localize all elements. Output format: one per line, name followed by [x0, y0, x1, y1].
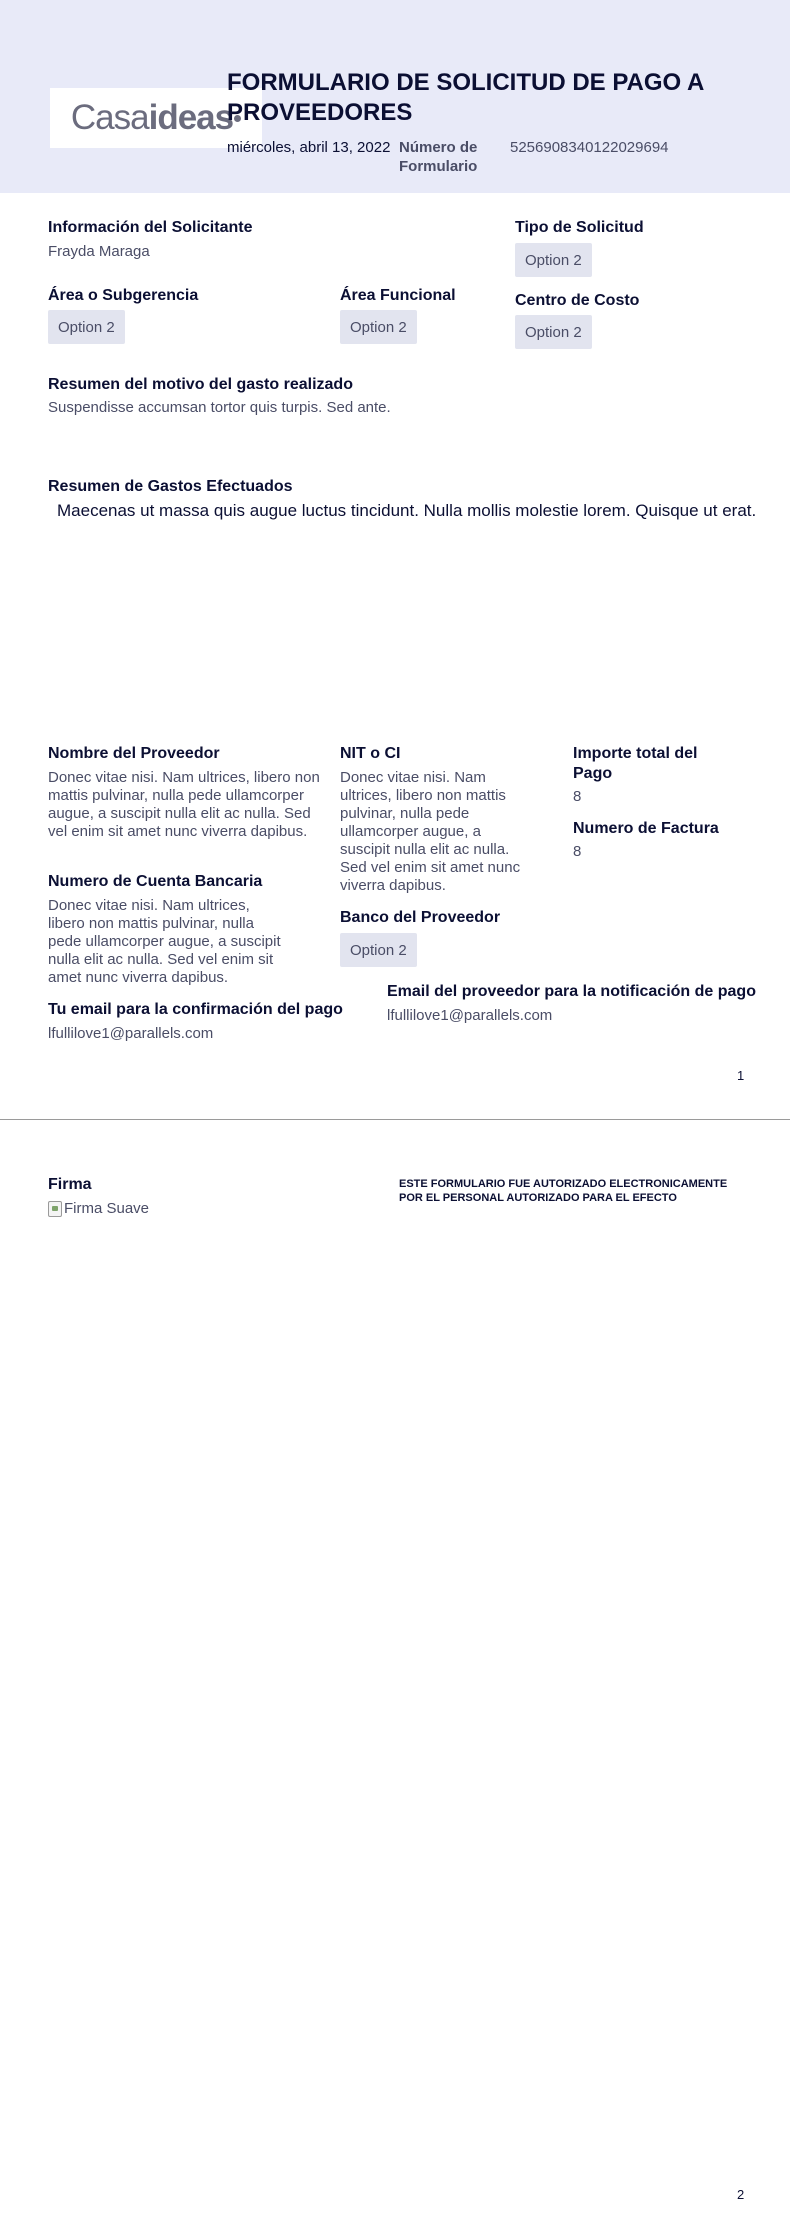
bank-account-value: Donec vitae nisi. Nam ultrices, libero non mattis pulvinar, nulla pede ullamcorper augue, a suscipit nulla elit ac nulla. Sed vel enim sit amet nunc viverra dapibus.	[48, 897, 281, 986]
nit-value: Donec vitae nisi. Nam ultrices, libero non mattis pulvinar, nulla pede ullamcorper augue, a suscipit nulla elit ac nulla. Sed vel enim sit amet nunc viverra dapibus.	[340, 769, 521, 894]
page-number-2: 2	[737, 2187, 745, 2202]
supplier-email-label: Email del proveedor para la notificación de pago	[387, 983, 756, 1000]
applicant-label: Información del Solicitante	[48, 219, 253, 236]
confirmation-email-label: Tu email para la confirmación del pago	[48, 1001, 343, 1018]
logo-text-bold: ideas	[148, 98, 234, 137]
functional-area-select[interactable]: Option 2	[340, 310, 417, 344]
authorization-note: ESTE FORMULARIO FUE AUTORIZADO ELECTRONICAMENTE POR EL PERSONAL AUTORIZADO PARA EL EFECTO	[399, 1178, 728, 1204]
total-amount-label: Importe total del Pago	[573, 745, 698, 782]
invoice-number-value: 8	[573, 843, 582, 860]
nit-label: NIT o CI	[340, 745, 401, 762]
signature-label: Firma	[48, 1176, 92, 1193]
page-divider	[0, 1119, 790, 1120]
request-type-label: Tipo de Solicitud	[515, 219, 644, 236]
expenses-label: Resumen de Gastos Efectuados	[48, 478, 293, 495]
expenses-value: Maecenas ut massa quis augue luctus tincidunt. Nulla mollis molestie lorem. Quisque ut erat.	[57, 501, 757, 520]
signature-image	[48, 1200, 149, 1217]
functional-area-label: Área Funcional	[340, 287, 456, 304]
signature-image-alt: Firma Suave	[64, 1200, 150, 1217]
reason-label: Resumen del motivo del gasto realizado	[48, 376, 353, 393]
form-date: miércoles, abril 13, 2022	[227, 139, 391, 156]
bank-account-label: Numero de Cuenta Bancaria	[48, 873, 263, 890]
cost-center-label: Centro de Costo	[515, 292, 640, 309]
confirmation-email-value: lfullilove1@parallels.com	[48, 1025, 214, 1042]
logo-text-light: Casa	[70, 98, 149, 137]
form-number: 5256908340122029694	[510, 139, 669, 156]
invoice-number-label: Numero de Factura	[573, 820, 719, 837]
request-type-select[interactable]: Option 2	[515, 243, 592, 277]
page-title: FORMULARIO DE SOLICITUD DE PAGO A PROVEEDORES	[227, 69, 704, 126]
supplier-bank-label: Banco del Proveedor	[340, 909, 501, 926]
area-label: Área o Subgerencia	[48, 287, 199, 304]
applicant-value: Frayda Maraga	[48, 243, 150, 260]
reason-value: Suspendisse accumsan tortor quis turpis. Sed ante.	[48, 399, 391, 416]
area-select[interactable]: Option 2	[48, 310, 125, 344]
form-number-label: Número de Formulario	[399, 139, 478, 175]
page-number-1: 1	[737, 1068, 745, 1083]
cost-center-select[interactable]: Option 2	[515, 315, 592, 349]
broken-image-icon	[48, 1201, 62, 1217]
supplier-name-label: Nombre del Proveedor	[48, 745, 220, 762]
supplier-bank-select[interactable]: Option 2	[340, 933, 417, 967]
supplier-name-value: Donec vitae nisi. Nam ultrices, libero non mattis pulvinar, nulla pede ullamcorper augue, a suscipit nulla elit ac nulla. Sed vel enim sit amet nunc viverra dapibus.	[48, 769, 320, 840]
total-amount-value: 8	[573, 788, 582, 805]
supplier-email-value: lfullilove1@parallels.com	[387, 1007, 553, 1024]
